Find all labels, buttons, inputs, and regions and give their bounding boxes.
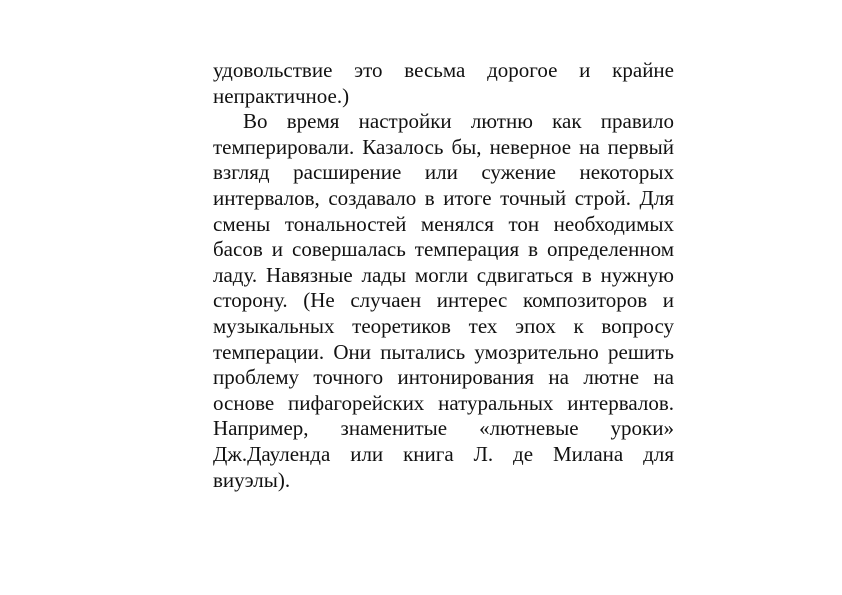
body-text bbox=[213, 58, 674, 493]
text-line: взгляд расширение или сужение некоторых bbox=[213, 160, 674, 185]
text-line: смены тональностей менялся тон необходимых bbox=[213, 211, 674, 236]
text-line: Например, знаменитые «лютневые уроки» bbox=[213, 416, 674, 441]
text-line: виуэлы). bbox=[213, 467, 291, 492]
text-line: темперации. Они пытались умозрительно решить bbox=[213, 339, 674, 364]
text-line: проблему точного интонирования на лютне на bbox=[213, 365, 674, 390]
text-line: непрактичное.) bbox=[213, 83, 350, 108]
text-line: Дж.Дауленда или книга Л. де Милана для bbox=[213, 441, 674, 466]
text-line: интервалов, создавало в итоге точный строй. Для bbox=[213, 185, 674, 210]
paragraph bbox=[213, 109, 674, 493]
text-line: сторону. (Не случаен интерес композиторов и bbox=[213, 288, 674, 313]
text-line: басов и совершалась темперация в определенном bbox=[213, 237, 674, 262]
text-line: Во время настройки лютню как правило bbox=[243, 109, 674, 134]
text-line: ладу. Навязные лады могли сдвигаться в нужную bbox=[213, 262, 674, 287]
text-line: темперировали. Казалось бы, неверное на первый bbox=[213, 134, 674, 159]
text-line: удовольствие это весьма дорогое и крайне bbox=[213, 58, 674, 82]
paragraph bbox=[213, 58, 674, 109]
text-line: музыкальных теоретиков тех эпох к вопросу bbox=[213, 313, 674, 338]
text-line: основе пифагорейских натуральных интервалов. bbox=[213, 390, 674, 415]
